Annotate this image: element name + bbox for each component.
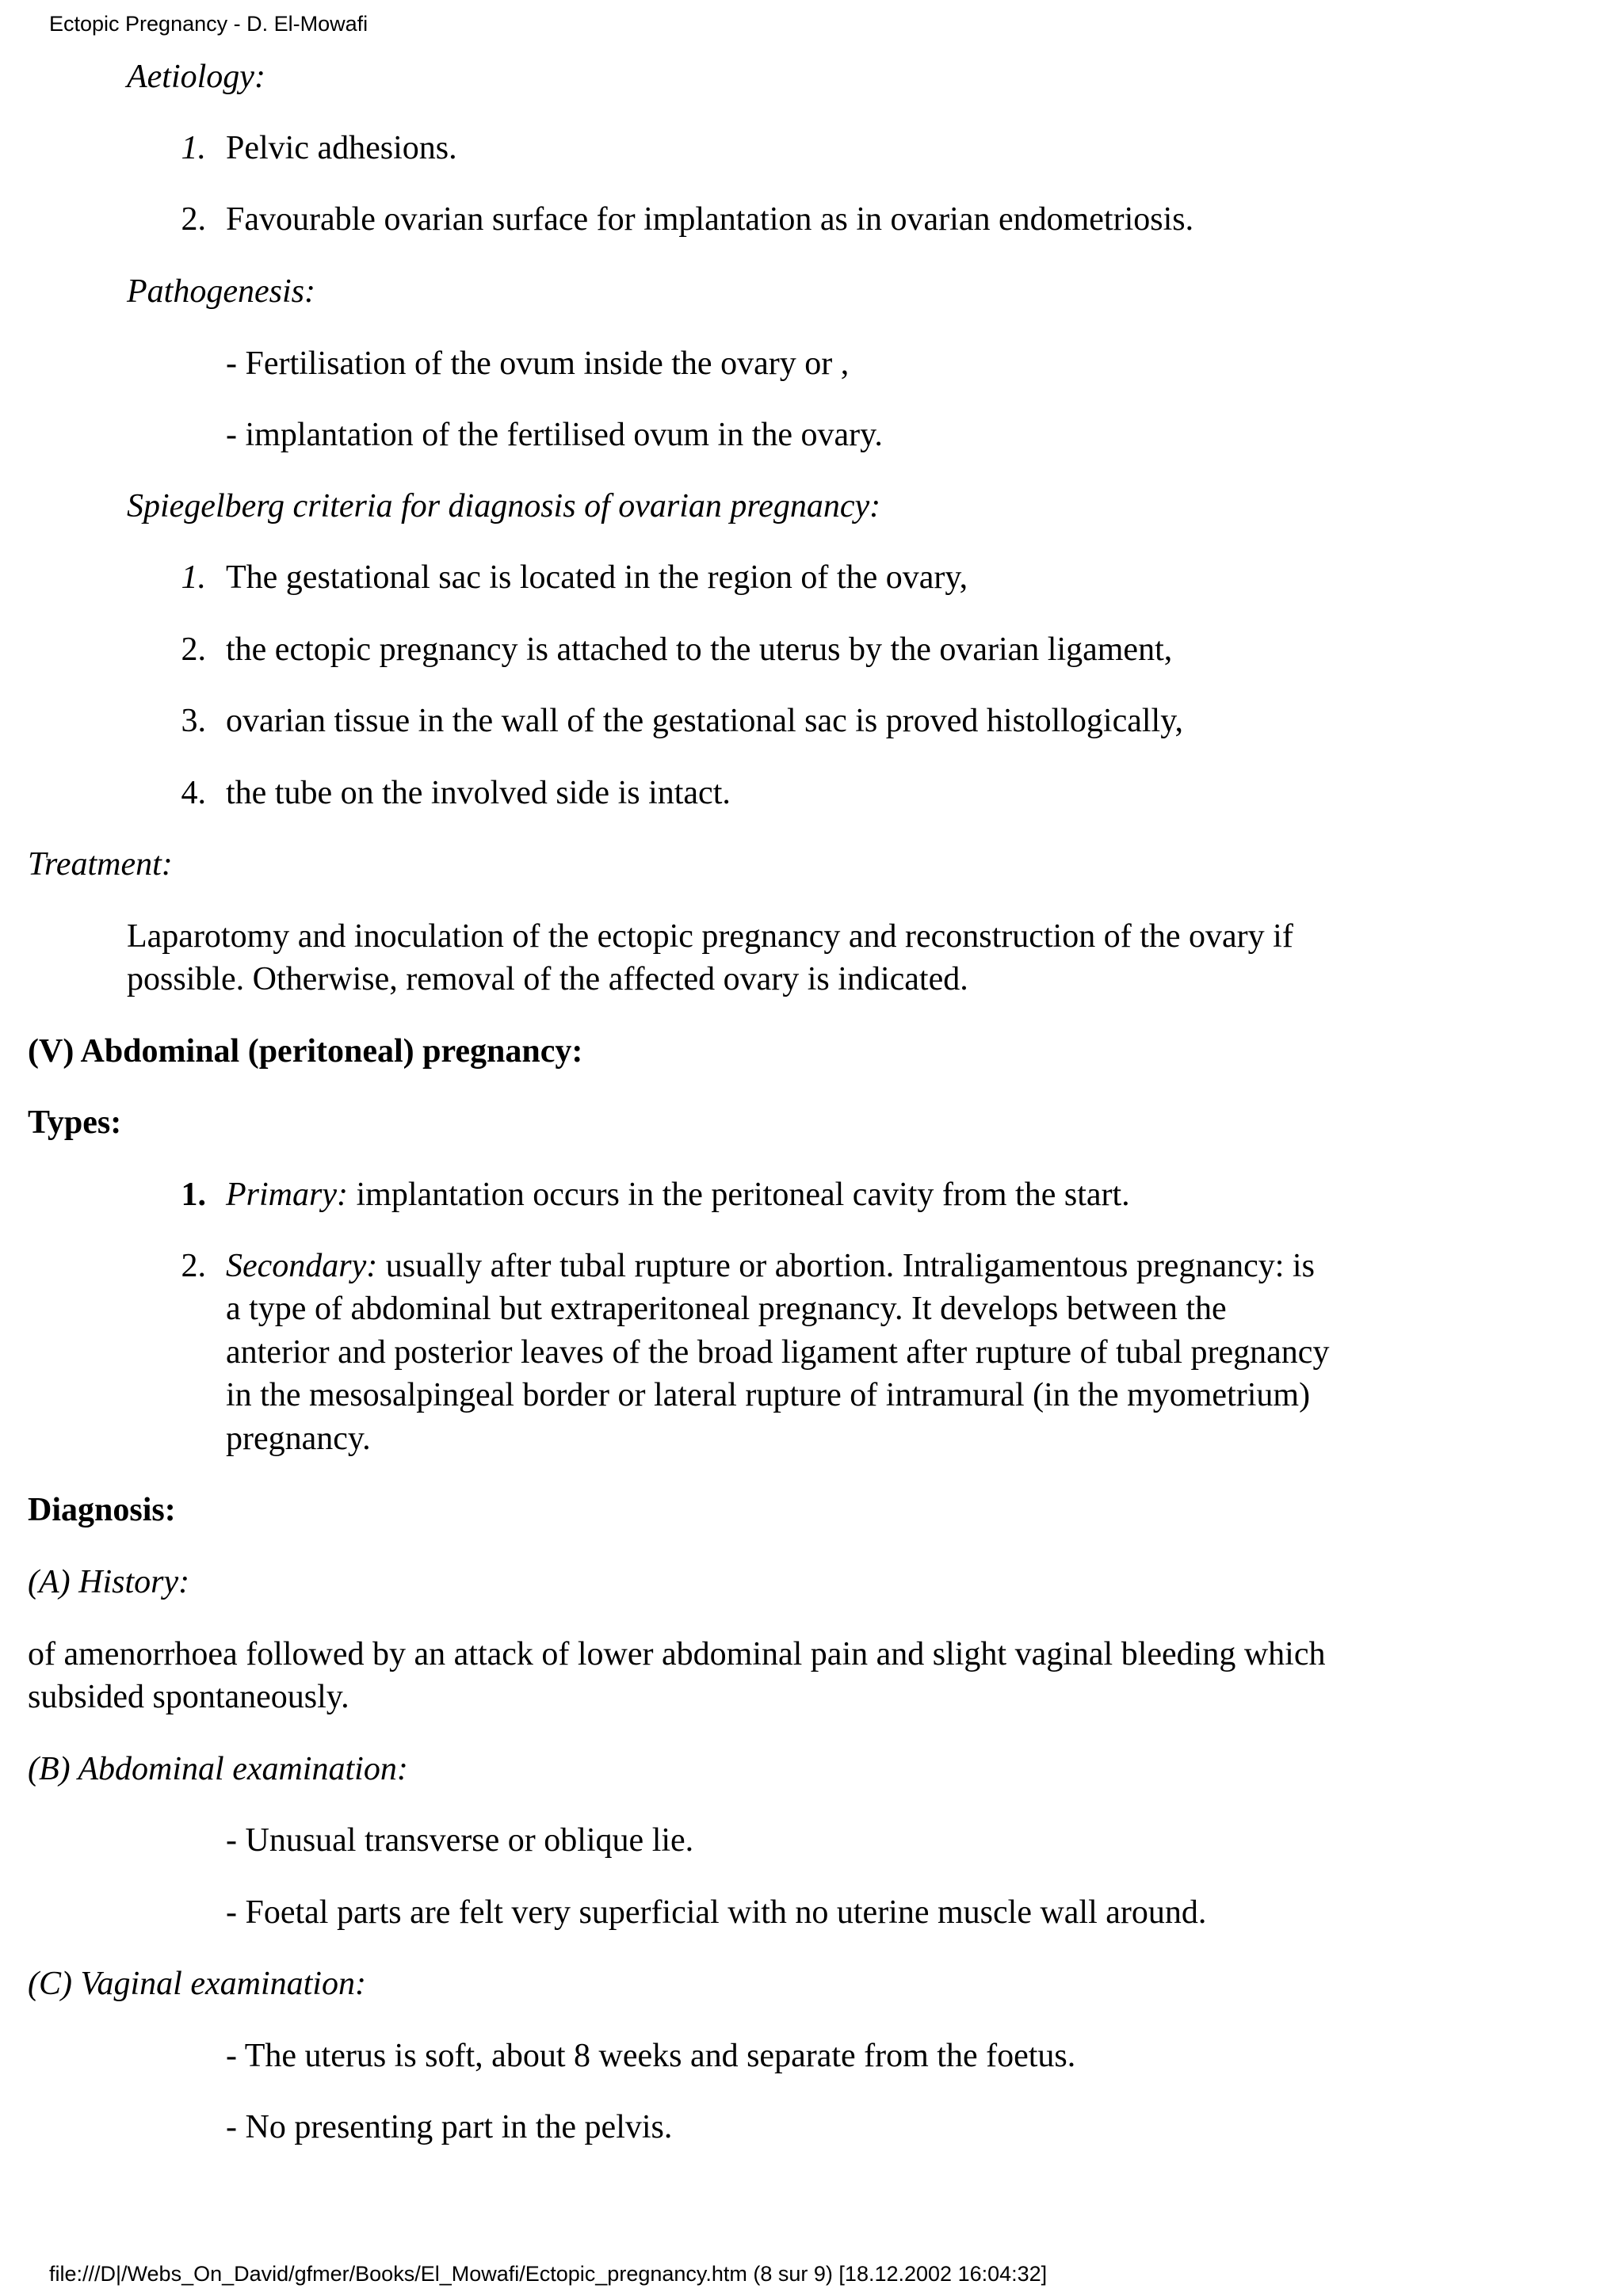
type-secondary-label: Secondary: xyxy=(226,1248,378,1284)
page-header: Ectopic Pregnancy - D. El-Mowafi xyxy=(49,12,369,36)
abdominal-exam-item-2: - Foetal parts are felt very superficial with no uterine muscle wall around. xyxy=(226,1894,1207,1931)
spiegelberg-item-2-number: 2. xyxy=(181,631,206,668)
type-primary-text: implantation occurs in the peritoneal cavity from the start. xyxy=(356,1177,1130,1213)
aetiology-item-2-text: Favourable ovarian surface for implantation as in ovarian endometriosis. xyxy=(226,201,1194,238)
vaginal-exam-item-2: - No presenting part in the pelvis. xyxy=(226,2109,673,2145)
aetiology-item-2-number: 2. xyxy=(181,201,206,238)
spiegelberg-heading: Spiegelberg criteria for diagnosis of ovarian pregnancy: xyxy=(127,488,881,524)
abdominal-pregnancy-heading: (V) Abdominal (peritoneal) pregnancy: xyxy=(28,1033,583,1070)
type-secondary-line-1: usually after tubal rupture or abortion. Intraligamentous pregnancy: is xyxy=(385,1248,1315,1284)
treatment-heading: Treatment: xyxy=(28,846,173,883)
aetiology-heading: Aetiology: xyxy=(127,59,265,95)
pathogenesis-item-1: - Fertilisation of the ovum inside the ovary or , xyxy=(226,345,850,382)
page-footer: file:///D|/Webs_On_David/gfmer/Books/El_Mowafi/Ectopic_pregnancy.htm (8 sur 9) [18.12.2002 16:04:32] xyxy=(49,2262,1048,2286)
spiegelberg-item-1-text: The gestational sac is located in the region of the ovary, xyxy=(226,559,968,596)
aetiology-item-1-number: 1. xyxy=(181,130,206,166)
abdominal-exam-heading: (B) Abdominal examination: xyxy=(28,1751,408,1787)
type-primary-label: Primary: xyxy=(226,1177,348,1213)
pathogenesis-item-2: - implantation of the fertilised ovum in the ovary. xyxy=(226,417,883,453)
treatment-line-2: possible. Otherwise, removal of the affected ovary is indicated. xyxy=(127,961,968,997)
spiegelberg-item-2-text: the ectopic pregnancy is attached to the uterus by the ovarian ligament, xyxy=(226,631,1173,668)
vaginal-exam-heading: (C) Vaginal examination: xyxy=(28,1966,366,2002)
vaginal-exam-item-1: - The uterus is soft, about 8 weeks and separate from the foetus. xyxy=(226,2038,1076,2074)
spiegelberg-item-4-text: the tube on the involved side is intact. xyxy=(226,775,731,811)
pathogenesis-heading: Pathogenesis: xyxy=(127,273,315,310)
history-line-1: of amenorrhoea followed by an attack of lower abdominal pain and slight vaginal bleeding which xyxy=(28,1636,1326,1672)
diagnosis-heading: Diagnosis: xyxy=(28,1492,176,1528)
type-item-primary-number: 1. xyxy=(181,1177,206,1213)
spiegelberg-item-4-number: 4. xyxy=(181,775,206,811)
types-heading: Types: xyxy=(28,1104,122,1141)
spiegelberg-item-1-number: 1. xyxy=(181,559,206,596)
type-secondary-line-2: a type of abdominal but extraperitoneal pregnancy. It develops between the xyxy=(226,1291,1227,1327)
abdominal-exam-item-1: - Unusual transverse or oblique lie. xyxy=(226,1822,694,1859)
history-line-2: subsided spontaneously. xyxy=(28,1679,349,1715)
spiegelberg-item-3-number: 3. xyxy=(181,703,206,739)
treatment-line-1: Laparotomy and inoculation of the ectopic pregnancy and reconstruction of the ovary if xyxy=(127,918,1293,955)
type-secondary-line-4: in the mesosalpingeal border or lateral rupture of intramural (in the myometrium) xyxy=(226,1377,1311,1413)
history-heading: (A) History: xyxy=(28,1564,190,1600)
aetiology-item-1-text: Pelvic adhesions. xyxy=(226,130,457,166)
type-secondary-line-5: pregnancy. xyxy=(226,1421,371,1457)
type-item-secondary-number: 2. xyxy=(181,1248,206,1284)
spiegelberg-item-3-text: ovarian tissue in the wall of the gestational sac is proved histollogically, xyxy=(226,703,1183,739)
type-secondary-line-3: anterior and posterior leaves of the broad ligament after rupture of tubal pregnancy xyxy=(226,1334,1330,1371)
